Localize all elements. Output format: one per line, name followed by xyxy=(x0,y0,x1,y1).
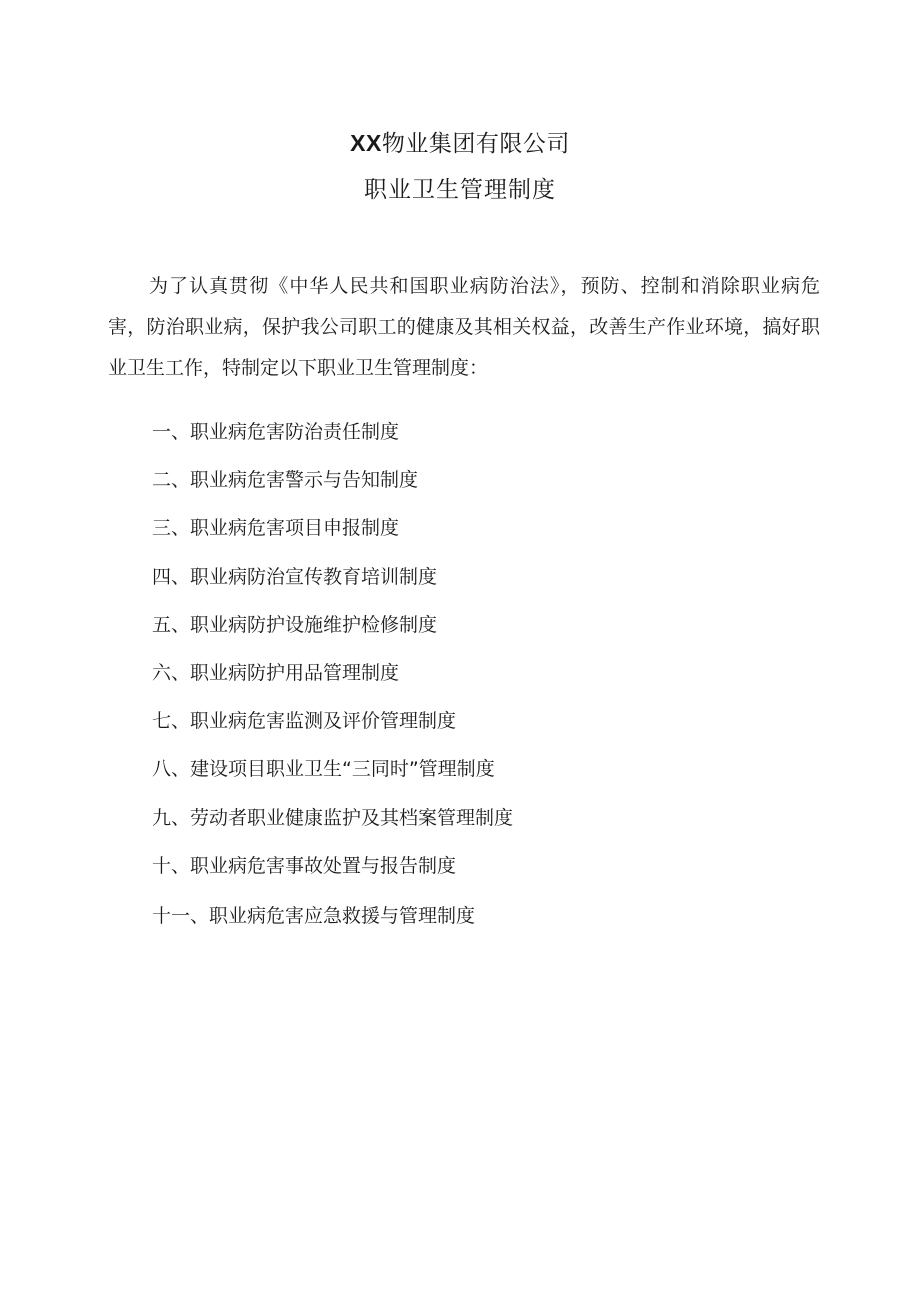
company-title xyxy=(0,125,920,162)
regulation-list xyxy=(152,412,513,944)
list-item: 四、职业病防治宣传教育培训制度 xyxy=(152,565,438,588)
list-item: 二、职业病危害警示与告知制度 xyxy=(152,469,419,492)
list-item: 五、职业病防护设施维护检修制度 xyxy=(152,613,438,636)
list-item: 八、建设项目职业卫生“三同时”管理制度 xyxy=(152,758,495,781)
document-title: 职业卫生管理制度 xyxy=(364,177,556,203)
company-prefix: XX xyxy=(350,130,382,156)
list-item: 七、职业病危害监测及评价管理制度 xyxy=(152,710,457,733)
company-name: 物业集团有限公司 xyxy=(381,131,570,157)
list-item: 九、劳动者职业健康监护及其档案管理制度 xyxy=(152,806,514,829)
list-item: 三、职业病危害项目申报制度 xyxy=(152,517,400,540)
list-item: 十一、职业病危害应急救援与管理制度 xyxy=(152,904,476,927)
list-item: 六、职业病防护用品管理制度 xyxy=(152,661,400,684)
intro-paragraph: 为了认真贯彻《中华人民共和国职业病防治法》，预防、控制和消除职业病危害，防治职业病，保护我公司职工的健康及其相关权益，改善生产作业环境，搞好职业卫生工作，特制定以下职业卫生管理制度： xyxy=(108,275,820,379)
list-item: 十、职业病危害事故处置与报告制度 xyxy=(152,854,457,877)
list-item: 一、职业病危害防治责任制度 xyxy=(152,421,400,443)
